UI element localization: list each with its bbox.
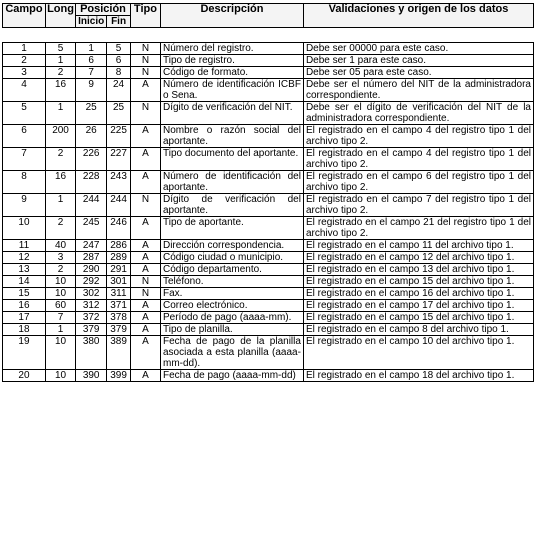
cell-tipo: A <box>130 217 160 240</box>
table-row <box>3 312 534 324</box>
cell-tipo: A <box>130 240 160 252</box>
cell-descripcion: Código de formato. <box>160 67 303 79</box>
table-row <box>3 324 534 336</box>
cell-campo: 15 <box>3 288 46 300</box>
header-validaciones: Validaciones y origen de los datos <box>303 4 533 28</box>
cell-inicio: 1 <box>76 43 107 55</box>
cell-fin: 301 <box>107 276 131 288</box>
cell-validaciones: Debe ser el número del NIT de la administradora correspondiente. <box>303 79 533 102</box>
table-row <box>3 252 534 264</box>
cell-campo: 14 <box>3 276 46 288</box>
cell-fin: 244 <box>107 194 131 217</box>
cell-inicio: 312 <box>76 300 107 312</box>
cell-tipo: N <box>130 55 160 67</box>
cell-long: 10 <box>45 336 75 370</box>
header-campo: Campo <box>3 4 46 28</box>
cell-validaciones: El registrado en el campo 13 del archivo tipo 1. <box>303 264 533 276</box>
cell-long: 16 <box>45 171 75 194</box>
cell-fin: 311 <box>107 288 131 300</box>
cell-long: 2 <box>45 264 75 276</box>
table-row <box>3 336 534 370</box>
cell-campo: 9 <box>3 194 46 217</box>
cell-fin: 6 <box>107 55 131 67</box>
cell-campo: 17 <box>3 312 46 324</box>
cell-inicio: 372 <box>76 312 107 324</box>
cell-long: 1 <box>45 55 75 67</box>
cell-long: 40 <box>45 240 75 252</box>
cell-inicio: 244 <box>76 194 107 217</box>
cell-campo: 2 <box>3 55 46 67</box>
cell-fin: 379 <box>107 324 131 336</box>
cell-campo: 18 <box>3 324 46 336</box>
cell-validaciones: El registrado en el campo 12 del archivo tipo 1. <box>303 252 533 264</box>
cell-tipo: A <box>130 252 160 264</box>
cell-inicio: 26 <box>76 125 107 148</box>
cell-validaciones: Debe ser 05 para este caso. <box>303 67 533 79</box>
cell-campo: 3 <box>3 67 46 79</box>
cell-inicio: 390 <box>76 370 107 382</box>
cell-tipo: A <box>130 79 160 102</box>
cell-inicio: 25 <box>76 102 107 125</box>
table-row <box>3 264 534 276</box>
cell-inicio: 9 <box>76 79 107 102</box>
cell-campo: 20 <box>3 370 46 382</box>
cell-tipo: N <box>130 102 160 125</box>
table-row <box>3 67 534 79</box>
cell-fin: 227 <box>107 148 131 171</box>
cell-inicio: 292 <box>76 276 107 288</box>
cell-inicio: 290 <box>76 264 107 276</box>
cell-fin: 378 <box>107 312 131 324</box>
table-row <box>3 102 534 125</box>
cell-long: 1 <box>45 324 75 336</box>
cell-descripcion: Tipo de planilla. <box>160 324 303 336</box>
cell-campo: 5 <box>3 102 46 125</box>
cell-descripcion: Dígito de verificación del aportante. <box>160 194 303 217</box>
cell-long: 3 <box>45 252 75 264</box>
cell-descripcion: Número de identificación ICBF o Sena. <box>160 79 303 102</box>
cell-inicio: 226 <box>76 148 107 171</box>
cell-long: 2 <box>45 217 75 240</box>
cell-descripcion: Teléfono. <box>160 276 303 288</box>
cell-campo: 10 <box>3 217 46 240</box>
cell-validaciones: Debe ser 00000 para este caso. <box>303 43 533 55</box>
cell-campo: 13 <box>3 264 46 276</box>
cell-tipo: A <box>130 336 160 370</box>
cell-campo: 1 <box>3 43 46 55</box>
table-row <box>3 276 534 288</box>
cell-long: 5 <box>45 43 75 55</box>
cell-campo: 16 <box>3 300 46 312</box>
cell-fin: 286 <box>107 240 131 252</box>
cell-campo: 12 <box>3 252 46 264</box>
cell-validaciones: El registrado en el campo 15 del archivo tipo 1. <box>303 312 533 324</box>
cell-descripcion: Dirección correspondencia. <box>160 240 303 252</box>
cell-inicio: 287 <box>76 252 107 264</box>
cell-long: 200 <box>45 125 75 148</box>
cell-descripcion: Fecha de pago (aaaa-mm-dd) <box>160 370 303 382</box>
cell-long: 1 <box>45 194 75 217</box>
cell-validaciones: Debe ser el dígito de verificación del NIT de la administradora correspondiente. <box>303 102 533 125</box>
cell-tipo: A <box>130 125 160 148</box>
cell-descripcion: Nombre o razón social del aportante. <box>160 125 303 148</box>
cell-descripcion: Número del registro. <box>160 43 303 55</box>
cell-long: 10 <box>45 288 75 300</box>
cell-descripcion: Período de pago (aaaa-mm). <box>160 312 303 324</box>
cell-tipo: N <box>130 276 160 288</box>
cell-descripcion: Correo electrónico. <box>160 300 303 312</box>
cell-tipo: N <box>130 43 160 55</box>
cell-inicio: 7 <box>76 67 107 79</box>
header-descripcion: Descripción <box>160 4 303 28</box>
cell-fin: 5 <box>107 43 131 55</box>
table-row <box>3 171 534 194</box>
cell-long: 16 <box>45 79 75 102</box>
header-long: Long <box>45 4 75 28</box>
cell-descripcion: Tipo de registro. <box>160 55 303 67</box>
cell-validaciones: El registrado en el campo 17 del archivo tipo 1. <box>303 300 533 312</box>
cell-campo: 4 <box>3 79 46 102</box>
cell-long: 1 <box>45 102 75 125</box>
table-row <box>3 125 534 148</box>
cell-inicio: 302 <box>76 288 107 300</box>
cell-long: 10 <box>45 276 75 288</box>
cell-tipo: A <box>130 370 160 382</box>
cell-validaciones: El registrado en el campo 15 del archivo tipo 1. <box>303 276 533 288</box>
cell-descripcion: Tipo de aportante. <box>160 217 303 240</box>
cell-inicio: 247 <box>76 240 107 252</box>
cell-validaciones: El registrado en el campo 10 del archivo tipo 1. <box>303 336 533 370</box>
cell-fin: 25 <box>107 102 131 125</box>
cell-descripcion: Fax. <box>160 288 303 300</box>
cell-tipo: A <box>130 264 160 276</box>
cell-fin: 291 <box>107 264 131 276</box>
cell-long: 2 <box>45 148 75 171</box>
cell-validaciones: El registrado en el campo 7 del registro tipo 1 del archivo tipo 2. <box>303 194 533 217</box>
header-fin: Fin <box>107 16 131 28</box>
table-row <box>3 194 534 217</box>
cell-tipo: N <box>130 288 160 300</box>
cell-tipo: A <box>130 312 160 324</box>
cell-tipo: N <box>130 67 160 79</box>
cell-validaciones: Debe ser 1 para este caso. <box>303 55 533 67</box>
header-table <box>2 3 534 28</box>
table-row <box>3 370 534 382</box>
cell-inicio: 228 <box>76 171 107 194</box>
cell-descripcion: Código ciudad o municipio. <box>160 252 303 264</box>
cell-fin: 399 <box>107 370 131 382</box>
cell-long: 2 <box>45 67 75 79</box>
cell-tipo: N <box>130 194 160 217</box>
cell-validaciones: El registrado en el campo 21 del registro tipo 1 del archivo tipo 2. <box>303 217 533 240</box>
cell-campo: 19 <box>3 336 46 370</box>
table-row <box>3 55 534 67</box>
cell-tipo: A <box>130 148 160 171</box>
cell-campo: 8 <box>3 171 46 194</box>
cell-validaciones: El registrado en el campo 4 del registro tipo 1 del archivo tipo 2. <box>303 148 533 171</box>
cell-tipo: A <box>130 171 160 194</box>
cell-fin: 225 <box>107 125 131 148</box>
header-posicion: Posición <box>76 4 131 16</box>
header-tipo: Tipo <box>130 4 160 28</box>
table-row <box>3 288 534 300</box>
cell-tipo: A <box>130 324 160 336</box>
cell-fin: 289 <box>107 252 131 264</box>
cell-long: 7 <box>45 312 75 324</box>
cell-inicio: 379 <box>76 324 107 336</box>
table-row <box>3 148 534 171</box>
cell-validaciones: El registrado en el campo 16 del archivo tipo 1. <box>303 288 533 300</box>
cell-validaciones: El registrado en el campo 11 del archivo tipo 1. <box>303 240 533 252</box>
cell-tipo: A <box>130 300 160 312</box>
cell-long: 60 <box>45 300 75 312</box>
cell-descripcion: Tipo documento del aportante. <box>160 148 303 171</box>
cell-inicio: 245 <box>76 217 107 240</box>
cell-fin: 389 <box>107 336 131 370</box>
cell-validaciones: El registrado en el campo 8 del archivo tipo 1. <box>303 324 533 336</box>
table-row <box>3 300 534 312</box>
table-row <box>3 79 534 102</box>
cell-campo: 11 <box>3 240 46 252</box>
cell-descripcion: Número de identificación del aportante. <box>160 171 303 194</box>
table-row <box>3 217 534 240</box>
table-row <box>3 240 534 252</box>
cell-validaciones: El registrado en el campo 6 del registro tipo 1 del archivo tipo 2. <box>303 171 533 194</box>
cell-descripcion: Fecha de pago de la planilla asociada a esta planilla (aaaa-mm-dd). <box>160 336 303 370</box>
cell-inicio: 380 <box>76 336 107 370</box>
cell-fin: 24 <box>107 79 131 102</box>
cell-validaciones: El registrado en el campo 18 del archivo tipo 1. <box>303 370 533 382</box>
cell-campo: 7 <box>3 148 46 171</box>
cell-fin: 243 <box>107 171 131 194</box>
cell-fin: 246 <box>107 217 131 240</box>
cell-long: 10 <box>45 370 75 382</box>
cell-fin: 371 <box>107 300 131 312</box>
fields-table <box>2 42 534 382</box>
cell-descripcion: Dígito de verificación del NIT. <box>160 102 303 125</box>
cell-inicio: 6 <box>76 55 107 67</box>
cell-campo: 6 <box>3 125 46 148</box>
header-inicio: Inicio <box>76 16 107 28</box>
cell-descripcion: Código departamento. <box>160 264 303 276</box>
table-row <box>3 43 534 55</box>
cell-validaciones: El registrado en el campo 4 del registro tipo 1 del archivo tipo 2. <box>303 125 533 148</box>
cell-fin: 8 <box>107 67 131 79</box>
